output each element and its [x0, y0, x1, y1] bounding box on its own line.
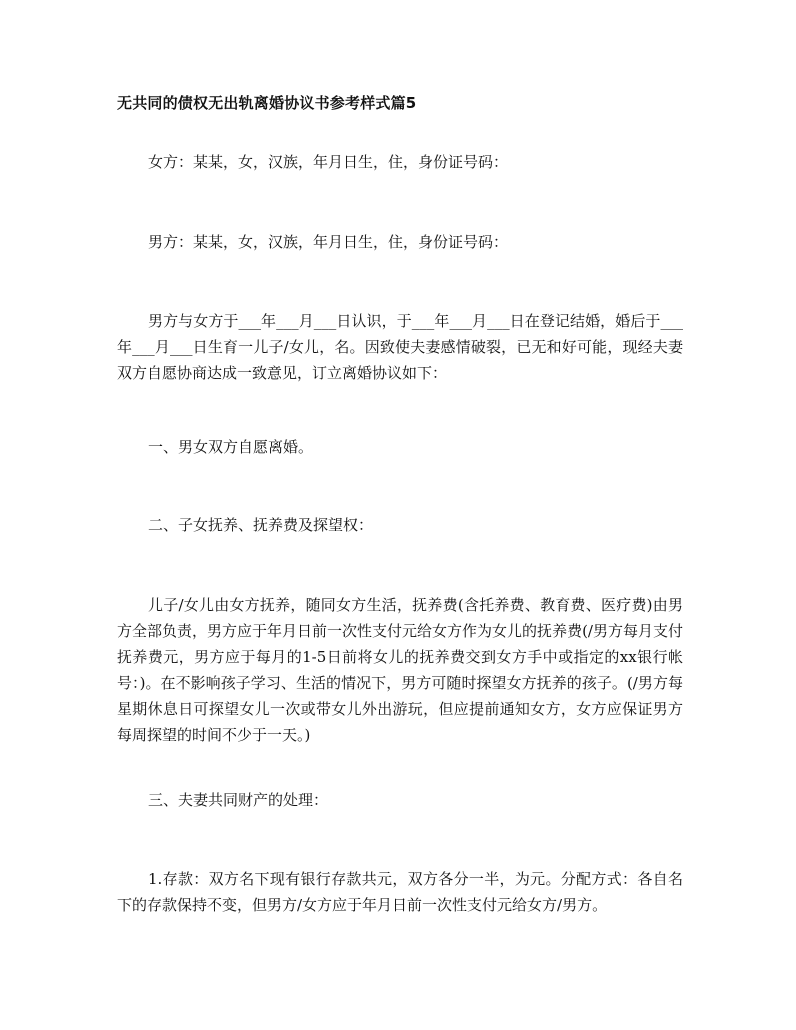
section-heading-divorce: 一、男女双方自愿离婚。: [148, 438, 314, 456]
section-heading-child-custody: 二、子女抚养、抚养费及探望权：: [148, 516, 374, 534]
paragraph-male-party: 男方：某某，女，汉族，年月日生，住，身份证号码：: [148, 233, 509, 251]
paragraph-child-support: 儿子/女儿由女方抚养，随同女方生活，抚养费(含托养费、教育费、医疗费)由男方全部负责，男方应于年月日前一次性支付元给女方作为女儿的抚养费(/男方每月支付抚养费元，男方应于每月的1-5日前将女儿的抚养费交到女方手中或指定的xx银行帐号：)。在不影响孩子学习、生活的情况下，男方可随时探望女方抚养的孩子。(/男方每星期休息日可探望女儿一次或带女儿外出游玩，但应提前通知女方，女方应保证男方每周探望的时间不少于一天。): [117, 596, 683, 744]
section-heading-property: 三、夫妻共同财产的处理：: [148, 791, 329, 809]
paragraph-deposits: 1.存款：双方名下现有银行存款共元，双方各分一半，为元。分配方式：各自名下的存款保持不变，但男方/女方应于年月日前一次性支付元给女方/男方。: [117, 870, 683, 914]
paragraph-female-party: 女方：某某，女，汉族，年月日生，住，身份证号码：: [148, 153, 509, 171]
paragraph-marriage-background: 男方与女方于___年___月___日认识，于___年___月___日在登记结婚，婚后于___年___月___日生育一儿子/女儿，名。因致使夫妻感情破裂，已无和好可能，现经夫妻双方自愿协商达成一致意见，订立离婚协议如下：: [117, 312, 683, 382]
document-title: 无共同的债权无出轨离婚协议书参考样式篇5: [117, 94, 417, 112]
